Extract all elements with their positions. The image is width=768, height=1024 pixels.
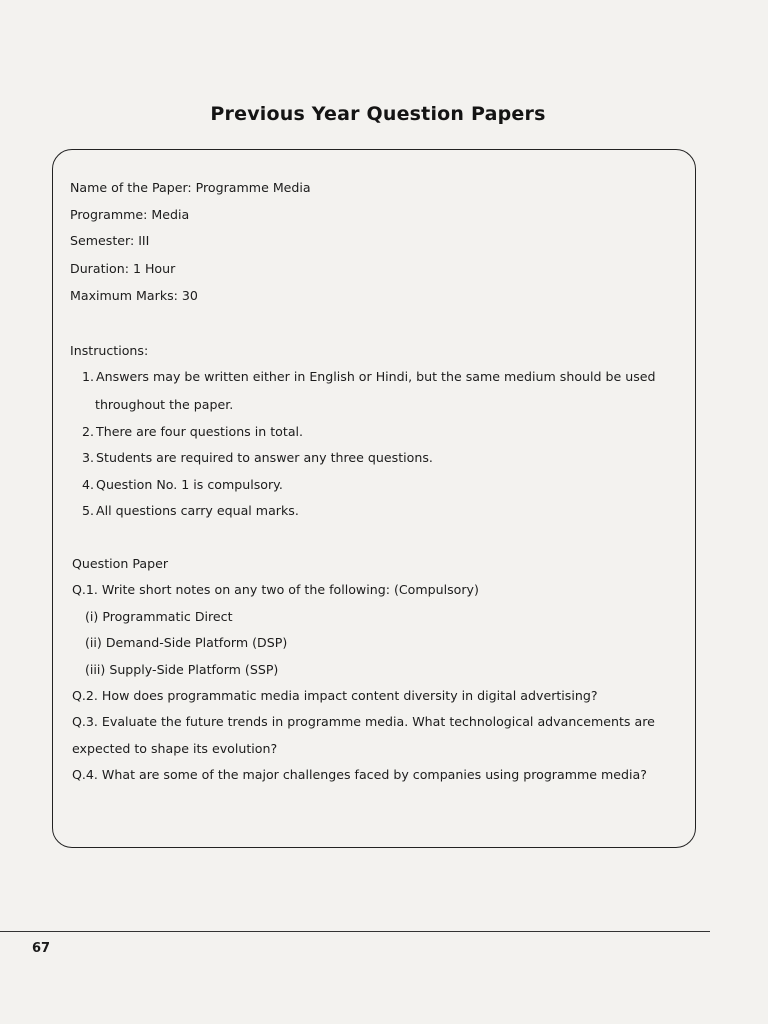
instruction-number: 3. [82,450,95,465]
question-1-option: (ii) Demand-Side Platform (DSP) [85,635,288,650]
programme: Programme: Media [70,207,190,222]
question-1-option: (i) Programmatic Direct [85,609,233,624]
instruction-text: Students are required to answer any three questions. [96,450,433,465]
question-1-option: (iii) Supply-Side Platform (SSP) [85,662,279,677]
instruction-text: Question No. 1 is compulsory. [96,477,283,492]
instruction-item [82,424,303,440]
duration: Duration: 1 Hour [70,261,176,276]
instruction-item [82,477,283,493]
instruction-number: 2. [82,424,95,439]
instruction-number: 5. [82,503,95,518]
question-4: Q.4. What are some of the major challenges faced by companies using programme media? [72,767,647,782]
maximum-marks: Maximum Marks: 30 [70,288,198,303]
question-paper-heading: Question Paper [72,556,168,571]
semester: Semester: III [70,233,150,248]
instructions-heading: Instructions: [70,343,149,358]
footer-divider [0,931,710,932]
instruction-item [82,450,433,466]
page-title: Previous Year Question Papers [210,103,546,125]
question-1: Q.1. Write short notes on any two of the following: (Compulsory) [72,582,479,597]
question-3-continuation: expected to shape its evolution? [72,741,278,756]
instruction-number: 4. [82,477,95,492]
paper-name: Name of the Paper: Programme Media [70,180,311,195]
page-number: 67 [32,941,51,956]
instruction-number: 1. [82,369,95,384]
question-3: Q.3. Evaluate the future trends in programme media. What technological advancements are [72,714,655,729]
instruction-text: All questions carry equal marks. [96,503,299,518]
instruction-text: Answers may be written either in English or Hindi, but the same medium should be used [96,369,656,384]
question-2: Q.2. How does programmatic media impact content diversity in digital advertising? [72,688,598,703]
instruction-continuation: throughout the paper. [95,397,234,412]
instruction-text: There are four questions in total. [96,424,304,439]
instruction-item [82,369,656,385]
instruction-item [82,503,299,519]
